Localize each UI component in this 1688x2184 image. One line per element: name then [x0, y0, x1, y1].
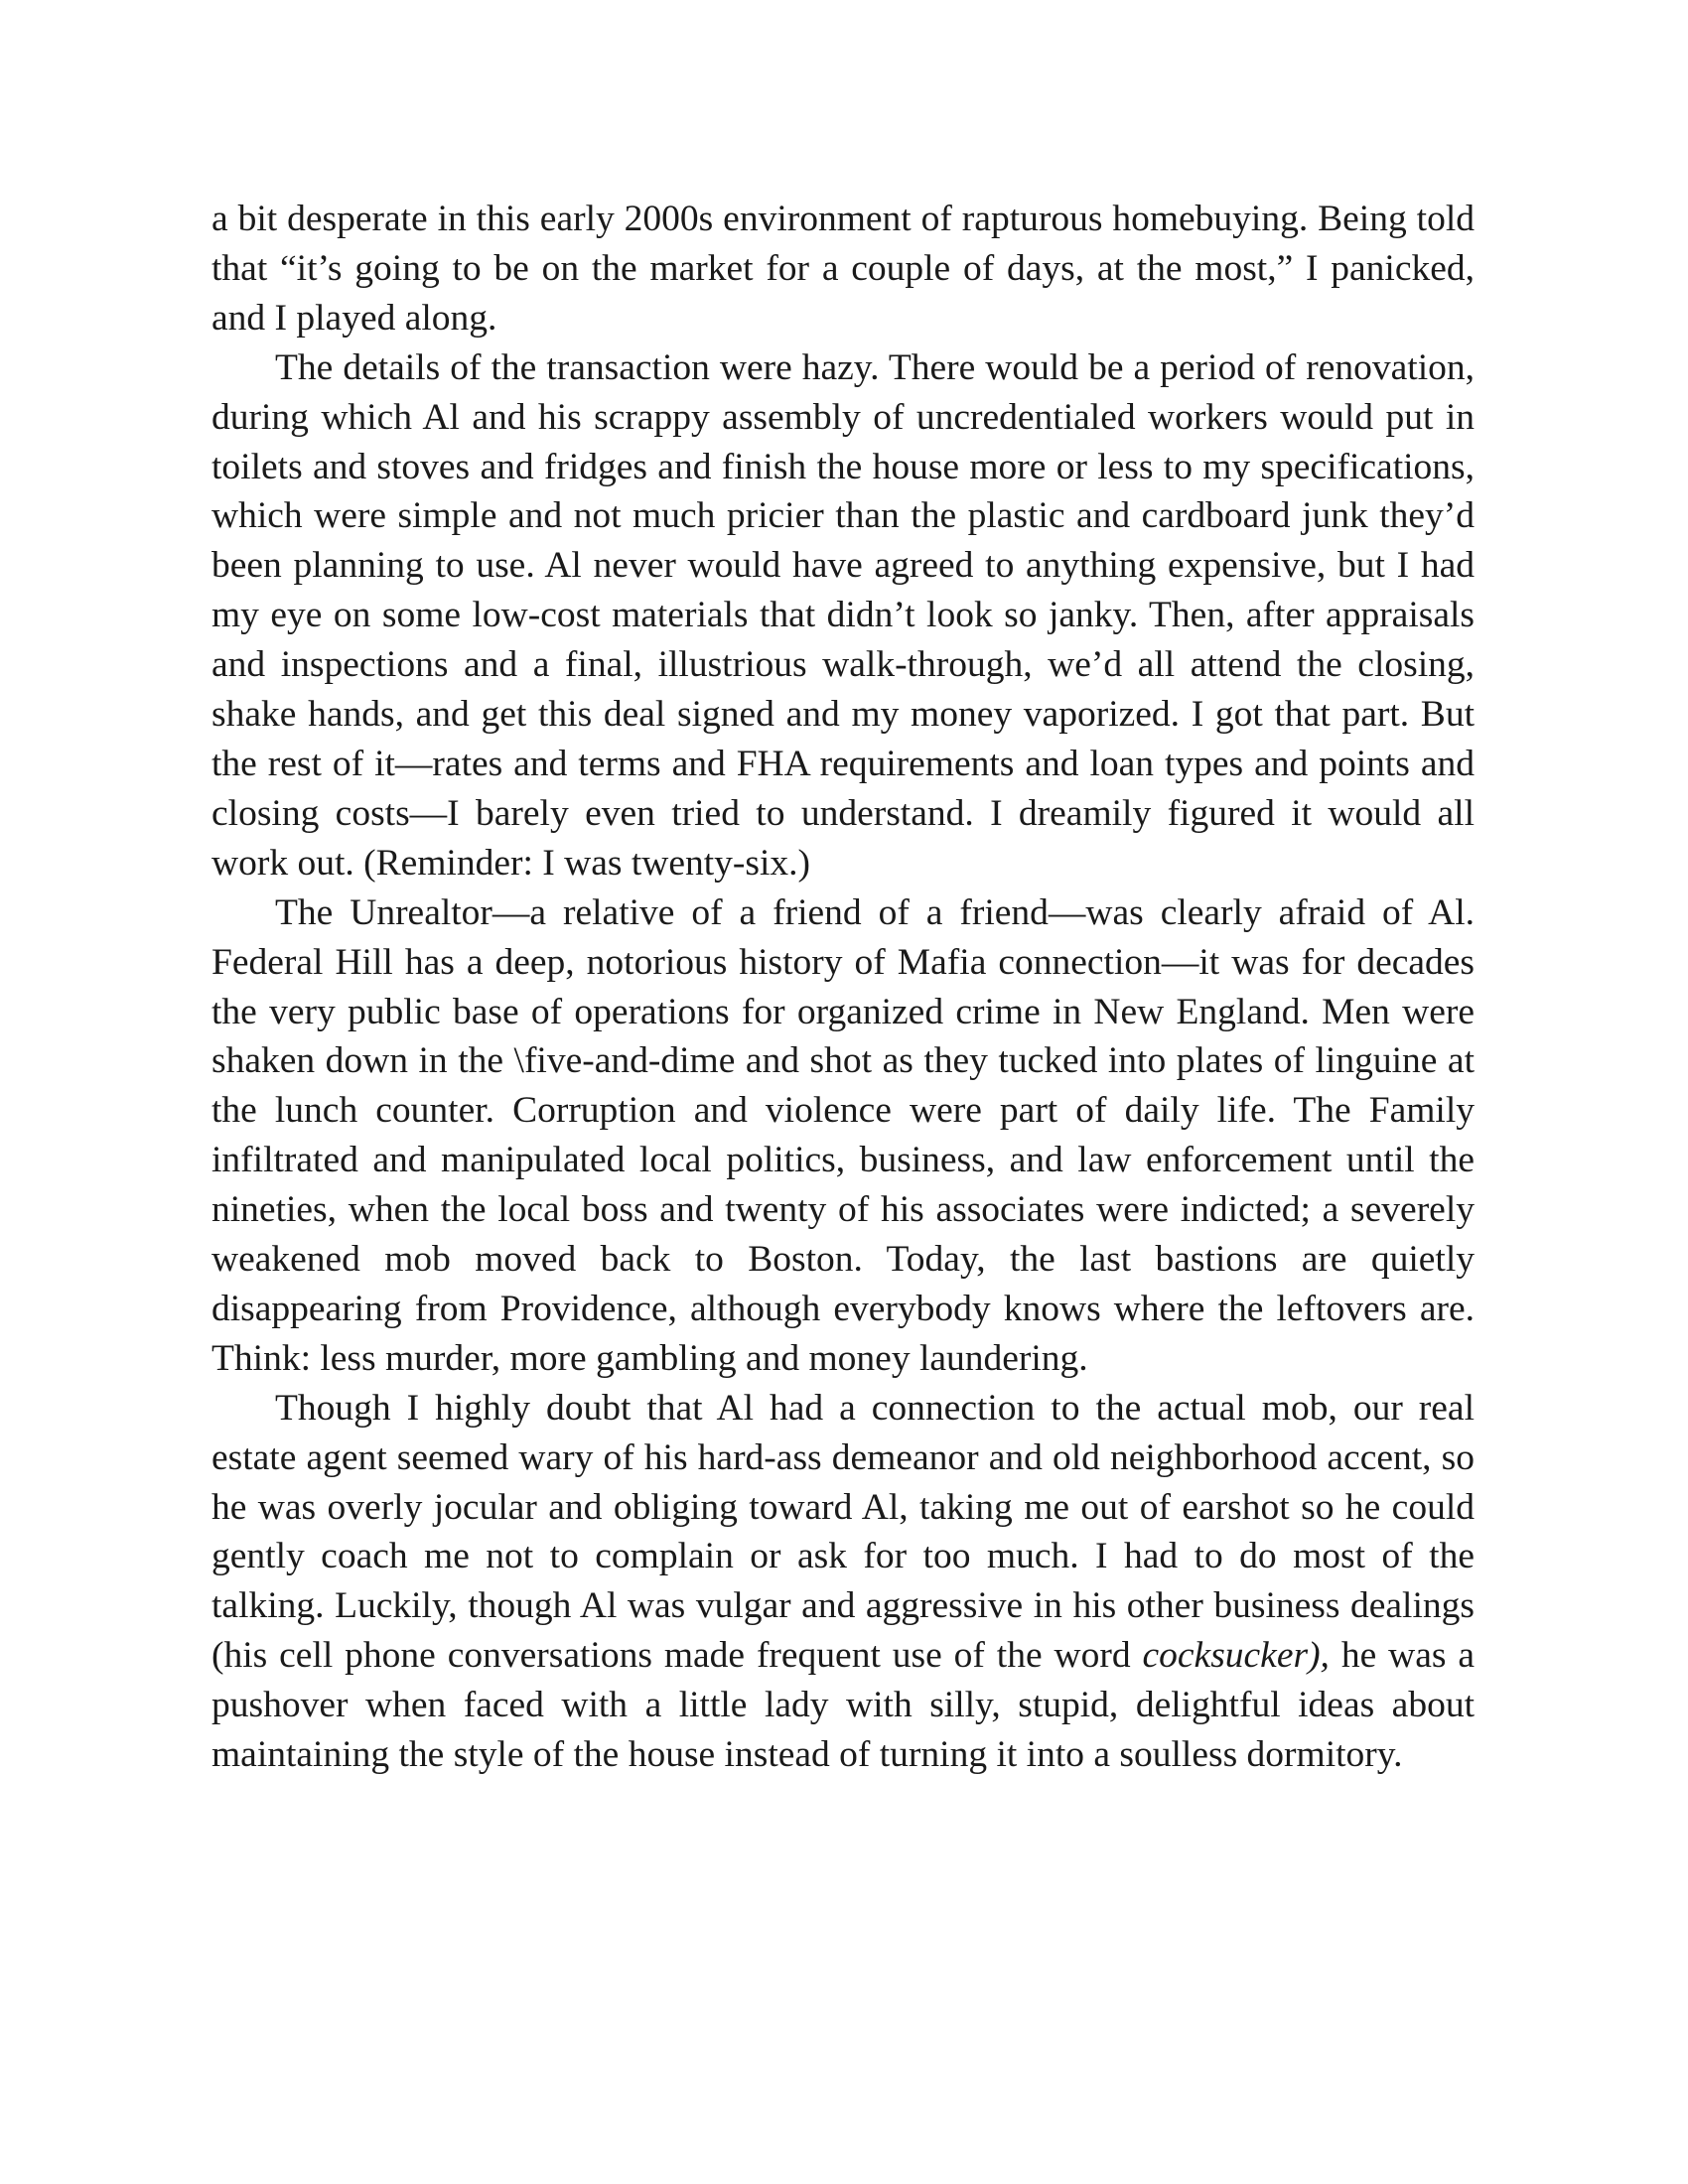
paragraph-text-segment: he was a pushover when faced with a little lady with silly, stupid, delightful ideas about maintaining the style of the house instead of turning it into a soulless dormitory. [211, 1635, 1476, 1776]
italic-word: cocksucker), [1142, 1635, 1330, 1677]
page-body [211, 195, 1475, 1780]
paragraph-unrealtor: The Unrealtor—a relative of a friend of a friend—was clearly afraid of Al. Federal Hill has a deep, notorious history of Mafia connection—it was for decades the very public base of operations for organized crime in New England. Men were shaken down in the \five-and-dime and shot as they tucked into plates of linguine at the lunch counter. Corruption and violence were part of daily life. The Family infiltrated and manipulated local politics, business, and law enforcement until the nineties, when the local boss and twenty of his associates were indicted; a severely weakened mob moved back to Boston. Today, the last bastions are quietly disappearing from Providence, although everybody knows where the leftovers are. Think: less murder, more gambling and money laundering. [211, 891, 1475, 1379]
paragraph-continued: a bit desperate in this early 2000s environment of rapturous homebuying. Being told that “it’s going to be on the market for a couple of days, at the most,” I panicked, and I played along. [211, 199, 1475, 339]
paragraph-text-segment: Though I highly doubt that Al had a connection to the actual mob, our real estate agent seemed wary of his hard-ass demeanor and old neighborhood accent, so he was overly jocular and obliging toward Al, taking me out of earshot so he could gently coach me not to complain or ask for too much. I had to do most of the talking. Luckily, though Al was vulgar and aggressive in his other business dealings (his cell phone conversations made frequent use of the word [211, 1387, 1475, 1677]
paragraph-transaction-details: The details of the transaction were hazy. There would be a period of renovation, during which Al and his scrappy assembly of uncredentialed workers would put in toilets and stoves and fridges and finish the house more or less to my specifications, which were simple and not much pricier than the plastic and cardboard junk they’d been planning to use. Al never would have agreed to anything expensive, but I had my eye on some low-cost materials that didn’t look so janky. Then, after appraisals and inspections and a final, illustrious walk-through, we’d all attend the closing, shake hands, and get this deal signed and my money vaporized. I got that part. But the rest of it—rates and terms and FHA requirements and loan types and points and closing costs—I barely even tried to understand. I dreamily figured it would all work out. (Reminder: I was twenty-six.) [211, 346, 1475, 884]
paragraph-mob-connection [211, 1384, 1475, 1780]
